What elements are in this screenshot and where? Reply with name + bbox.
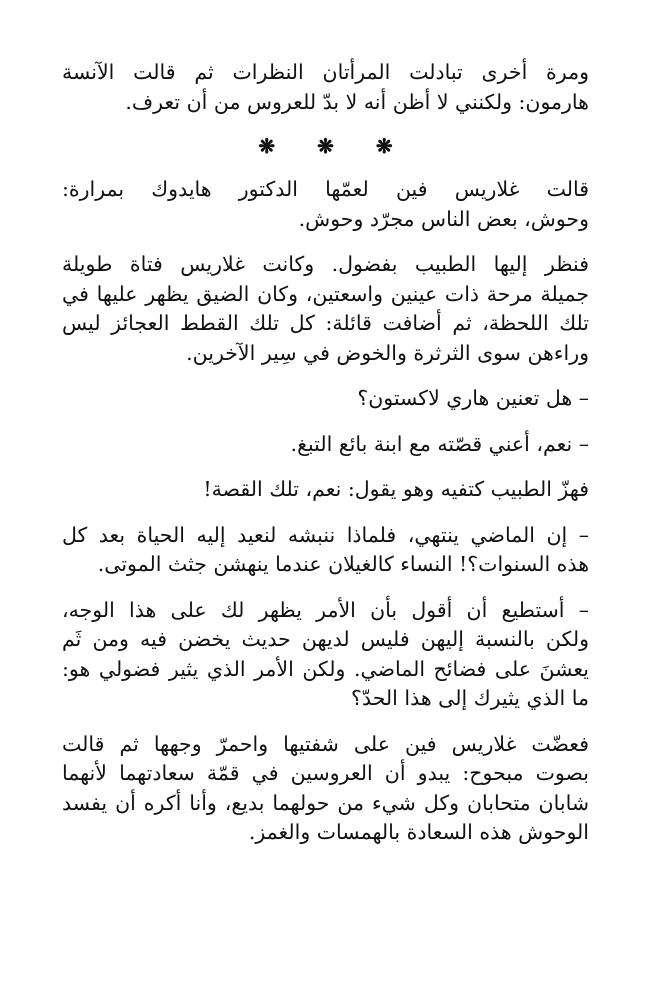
text-line: الوحوش هذه السعادة بالهمسات والغمز. [248, 820, 589, 844]
text-line: ما الذي يثيرك إلى هذا الحدّ؟ [351, 686, 589, 710]
text-line: وحوش، بعض الناس مجرّد وحوش. [298, 206, 589, 231]
text-line: هارمون: ولكنني لا أظن أنه لا بدّ للعروس من أن تعرف. [125, 89, 589, 114]
asterism-icon: ❋ [375, 134, 393, 158]
text-line: – هل تعنين هاري لاكستون؟ [357, 386, 589, 410]
text-line: – نعم، أعني قصّته مع ابنة بائع التبغ. [290, 431, 589, 456]
text-line: قالت غلاريس فين لعمّها الدكتور هايدوك بمرارة: [62, 177, 589, 201]
text-line: فنظر إليها الطبيب بفضول. وكانت غلاريس فتاة طويلة [62, 252, 589, 276]
text-line: فهزّ الطبيب كتفيه وهو يقول: نعم، تلك القصة! [203, 477, 589, 501]
text-line: يعشنَ على فضائح الماضي. ولكن الأمر الذي يثير فضولي هو: [62, 656, 589, 681]
text-line: ومرة أخرى تبادلت المرأتان النظرات ثم قالت الآنسة [62, 60, 589, 84]
text-line: تلك اللحظة، ثم أضافت قائلة: كل تلك القطط العجائز ليس [62, 311, 589, 335]
asterism-icon: ❋ [258, 134, 276, 158]
dialogue-line [62, 521, 589, 580]
paragraph-6 [62, 475, 589, 505]
text-line: فعضّت غلاريس فين على شفتيها واحمرّ وجهها ثم قالت [62, 731, 589, 756]
text-line: وراءهن سوى الثرثرة والخوض في سِير الآخرين. [186, 340, 589, 365]
text-line: بصوت مبحوح: يبدو أن العروسين في قمّة سعادتهما لأنهما [62, 761, 589, 785]
text-line: – إن الماضي ينتهي، فلماذا ننبشه لنعيد إليه الحياة بعد كل [62, 522, 589, 547]
dialogue-line [62, 430, 589, 460]
text-line: – أستطيع أن أقول بأن الأمر يظهر لك على هذا الوجه، [62, 597, 589, 622]
dialogue-line [62, 596, 589, 714]
text-line: جميلة مرحة ذات عينين واسعتين، وكان الضيق يظهر عليها في [62, 281, 589, 306]
dialogue-line [62, 384, 589, 414]
paragraph-2 [62, 175, 589, 234]
asterism-icon: ❋ [317, 134, 334, 158]
text-line: ولكن بالنسبة إليهن فليس لديهن حديث يخضن فيه ومن ثَم [62, 627, 589, 651]
paragraph-3 [62, 250, 589, 368]
paragraph-9 [62, 730, 589, 848]
text-line: هذه السنوات؟! النساء كالغيلان عندما ينهشن جثث الموتى. [97, 552, 589, 576]
section-separator [62, 131, 589, 161]
paragraph-1 [62, 58, 589, 117]
text-line: شابان متحابان وكل شيء من حولهما بديع، وأنا أكره أن يفسد [62, 790, 589, 815]
